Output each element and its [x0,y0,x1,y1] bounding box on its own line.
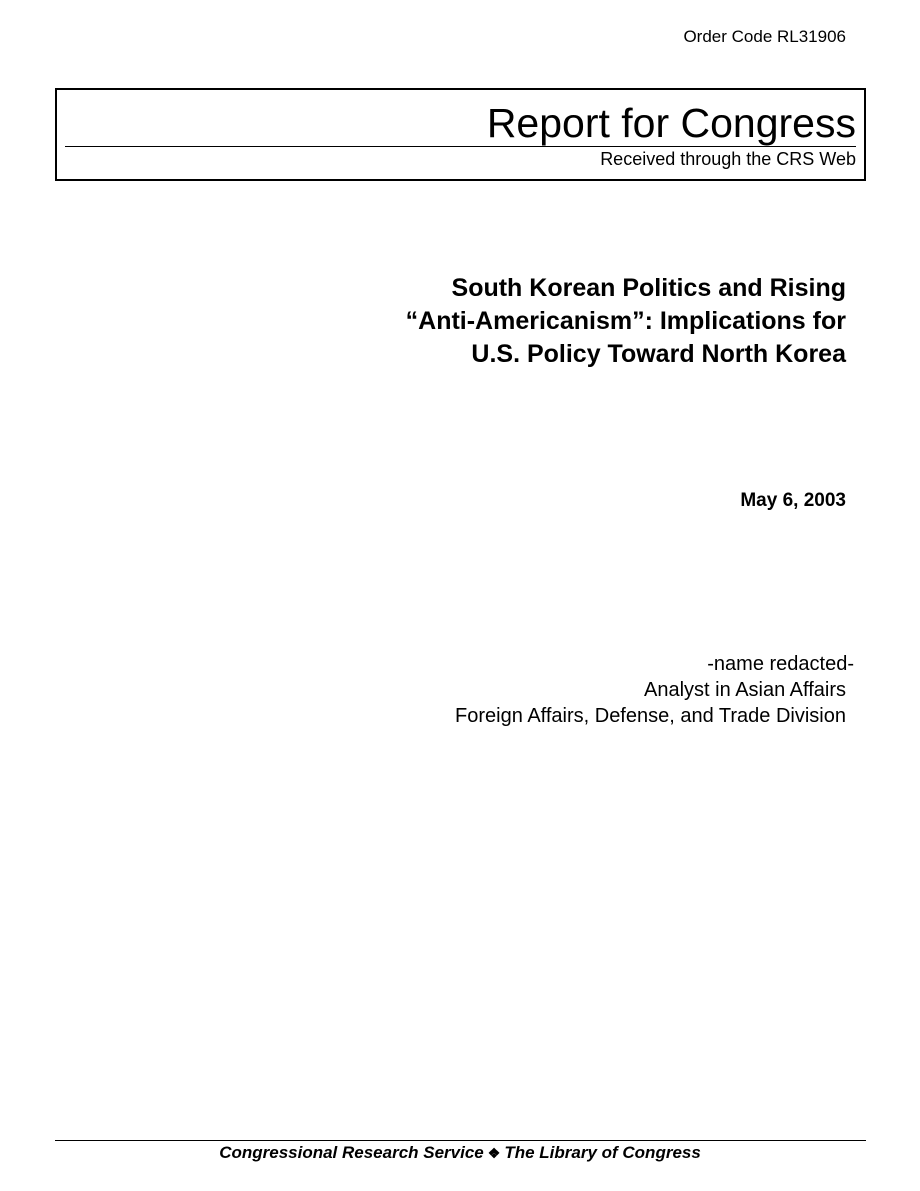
footer-library: The Library of Congress [504,1143,701,1162]
author-division: Foreign Affairs, Defense, and Trade Division [455,705,846,727]
report-header-box [55,88,866,181]
report-date: May 6, 2003 [740,490,846,511]
author-position: Analyst in Asian Affairs [644,679,846,701]
title-line: South Korean Politics and Rising [451,274,846,302]
header-divider [65,146,856,147]
author-name: -name redacted- [707,653,854,675]
footer [0,1143,920,1163]
footer-divider [55,1140,866,1141]
footer-publisher: Congressional Research Service [219,1143,484,1162]
order-code: Order Code RL31906 [683,27,846,46]
author-block [334,651,854,729]
title-line: “Anti-Americanism”: Implications for [405,307,846,335]
report-heading: Report for Congress [486,100,856,146]
document-title [326,272,846,371]
diamond-ornament-icon: ❖ [487,1145,501,1161]
report-subheading: Received through the CRS Web [600,149,856,169]
title-line: U.S. Policy Toward North Korea [471,340,846,368]
